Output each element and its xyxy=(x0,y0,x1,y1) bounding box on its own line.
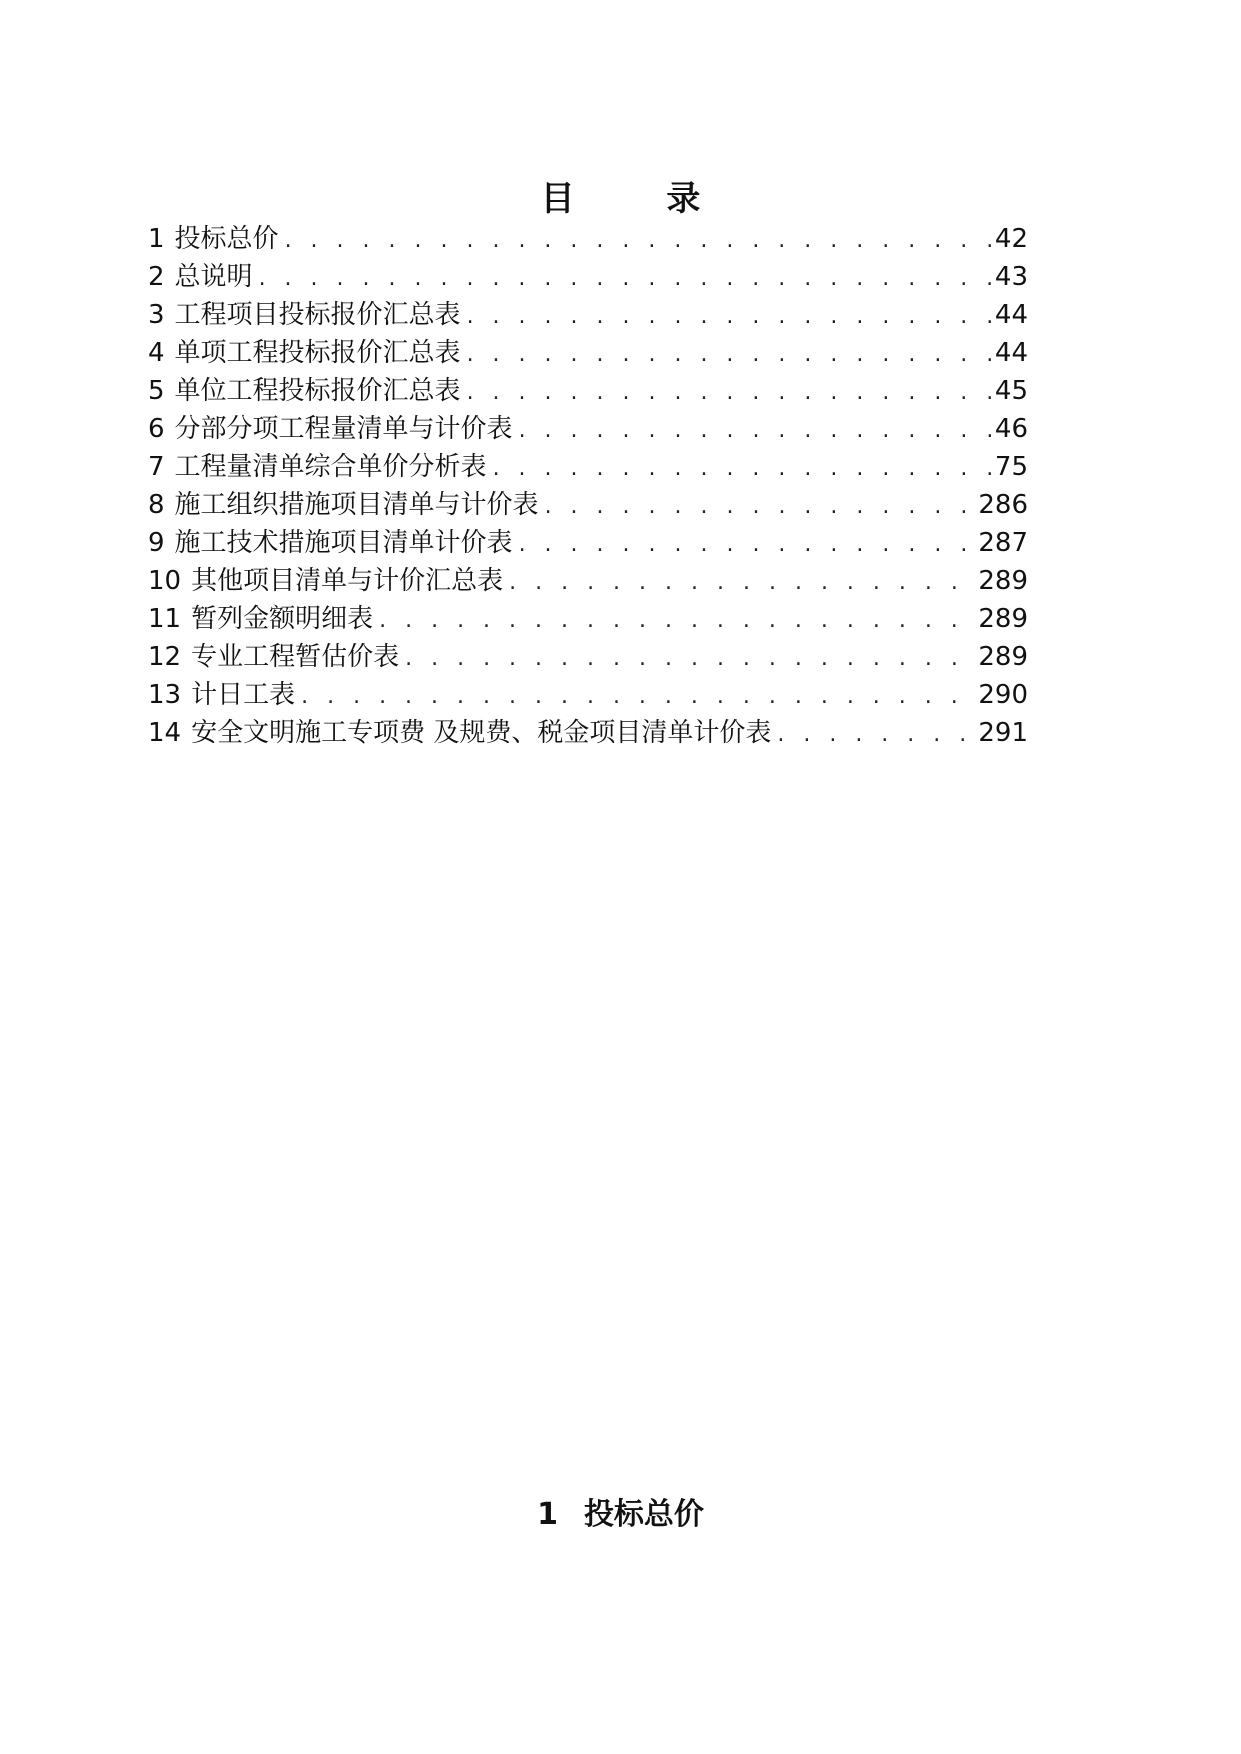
toc-leader-dots xyxy=(461,298,991,334)
toc-entry-page: 289 xyxy=(978,642,1028,672)
toc-entry-number: 5 xyxy=(148,376,165,406)
toc-entry-number: 7 xyxy=(148,452,165,482)
toc-leader-dots xyxy=(295,678,974,714)
toc-entry[interactable] xyxy=(148,296,1028,334)
toc-entry-text: 单位工程投标报价汇总表 xyxy=(174,376,461,406)
toc-entry-number: 13 xyxy=(148,680,182,710)
toc-entry-text: 分部分项工程量清单与计价表 xyxy=(174,414,513,444)
toc-entry[interactable] xyxy=(148,258,1028,296)
toc-entry-page: 290 xyxy=(978,680,1028,710)
toc-leader-dots xyxy=(771,716,974,752)
toc-entry[interactable] xyxy=(148,714,1028,752)
toc-entry-number: 11 xyxy=(148,604,182,634)
toc-leader-dots xyxy=(373,602,974,638)
toc-entry[interactable] xyxy=(148,562,1028,600)
toc-entry-number: 2 xyxy=(148,262,165,292)
section-heading xyxy=(0,1494,1241,1536)
toc-entry-text: 施工技术措施项目清单计价表 xyxy=(174,528,513,558)
toc-entry-text: 工程项目投标报价汇总表 xyxy=(174,300,461,330)
toc-entry-page: 289 xyxy=(978,566,1028,596)
toc-entry-number: 3 xyxy=(148,300,165,330)
toc-entry-number: 1 xyxy=(148,224,165,254)
toc-title: 目 录 xyxy=(540,179,741,219)
toc-entry-page: 46 xyxy=(994,414,1028,444)
toc-entry-text: 投标总价 xyxy=(174,224,279,254)
toc-entry-number: 6 xyxy=(148,414,165,444)
toc-entry[interactable] xyxy=(148,372,1028,410)
toc-entry[interactable] xyxy=(148,410,1028,448)
toc-entry-page: 44 xyxy=(994,338,1028,368)
toc-entry[interactable] xyxy=(148,448,1028,486)
toc-entry-page: 286 xyxy=(978,490,1028,520)
toc-entry[interactable] xyxy=(148,676,1028,714)
toc-entry-text: 安全文明施工专项费 及规费、税金项目清单计价表 xyxy=(191,718,772,748)
toc-entry-number: 8 xyxy=(148,490,165,520)
toc-entry-number: 14 xyxy=(148,718,182,748)
section-title: 投标总价 xyxy=(583,1497,704,1532)
toc-entry-page: 289 xyxy=(978,604,1028,634)
toc-leader-dots xyxy=(503,564,974,600)
toc-leader-dots xyxy=(539,488,975,524)
toc-entry-page: 75 xyxy=(994,452,1028,482)
toc-entry[interactable] xyxy=(148,486,1028,524)
toc-leader-dots xyxy=(399,640,974,676)
toc-leader-dots xyxy=(513,412,991,448)
section-number: 1 xyxy=(537,1497,558,1532)
toc-entry-text: 暂列金额明细表 xyxy=(191,604,374,634)
toc-entry[interactable] xyxy=(148,524,1028,562)
toc-entry-page: 43 xyxy=(994,262,1028,292)
toc-entry[interactable] xyxy=(148,220,1028,258)
toc-entry-text: 工程量清单综合单价分析表 xyxy=(174,452,487,482)
toc-entry-page: 44 xyxy=(994,300,1028,330)
table-of-contents xyxy=(148,220,1028,752)
toc-entry-text: 专业工程暂估价表 xyxy=(191,642,400,672)
toc-entry-text: 计日工表 xyxy=(191,680,296,710)
toc-entry-page: 287 xyxy=(978,528,1028,558)
toc-entry-page: 45 xyxy=(994,376,1028,406)
toc-entry-page: 42 xyxy=(994,224,1028,254)
toc-leader-dots xyxy=(513,526,975,562)
toc-leader-dots xyxy=(461,374,991,410)
toc-entry-number: 4 xyxy=(148,338,165,368)
toc-entry[interactable] xyxy=(148,600,1028,638)
toc-entry-page: 291 xyxy=(978,718,1028,748)
toc-entry-number: 12 xyxy=(148,642,182,672)
toc-entry-number: 9 xyxy=(148,528,165,558)
toc-entry[interactable] xyxy=(148,638,1028,676)
toc-entry-text: 总说明 xyxy=(174,262,253,292)
toc-entry-number: 10 xyxy=(148,566,182,596)
toc-entry-text: 其他项目清单与计价汇总表 xyxy=(191,566,504,596)
toc-leader-dots xyxy=(253,260,991,296)
toc-entry-text: 施工组织措施项目清单与计价表 xyxy=(174,490,539,520)
toc-leader-dots xyxy=(487,450,991,486)
toc-leader-dots xyxy=(461,336,991,372)
toc-leader-dots xyxy=(279,222,991,258)
toc-entry-text: 单项工程投标报价汇总表 xyxy=(174,338,461,368)
toc-entry[interactable] xyxy=(148,334,1028,372)
